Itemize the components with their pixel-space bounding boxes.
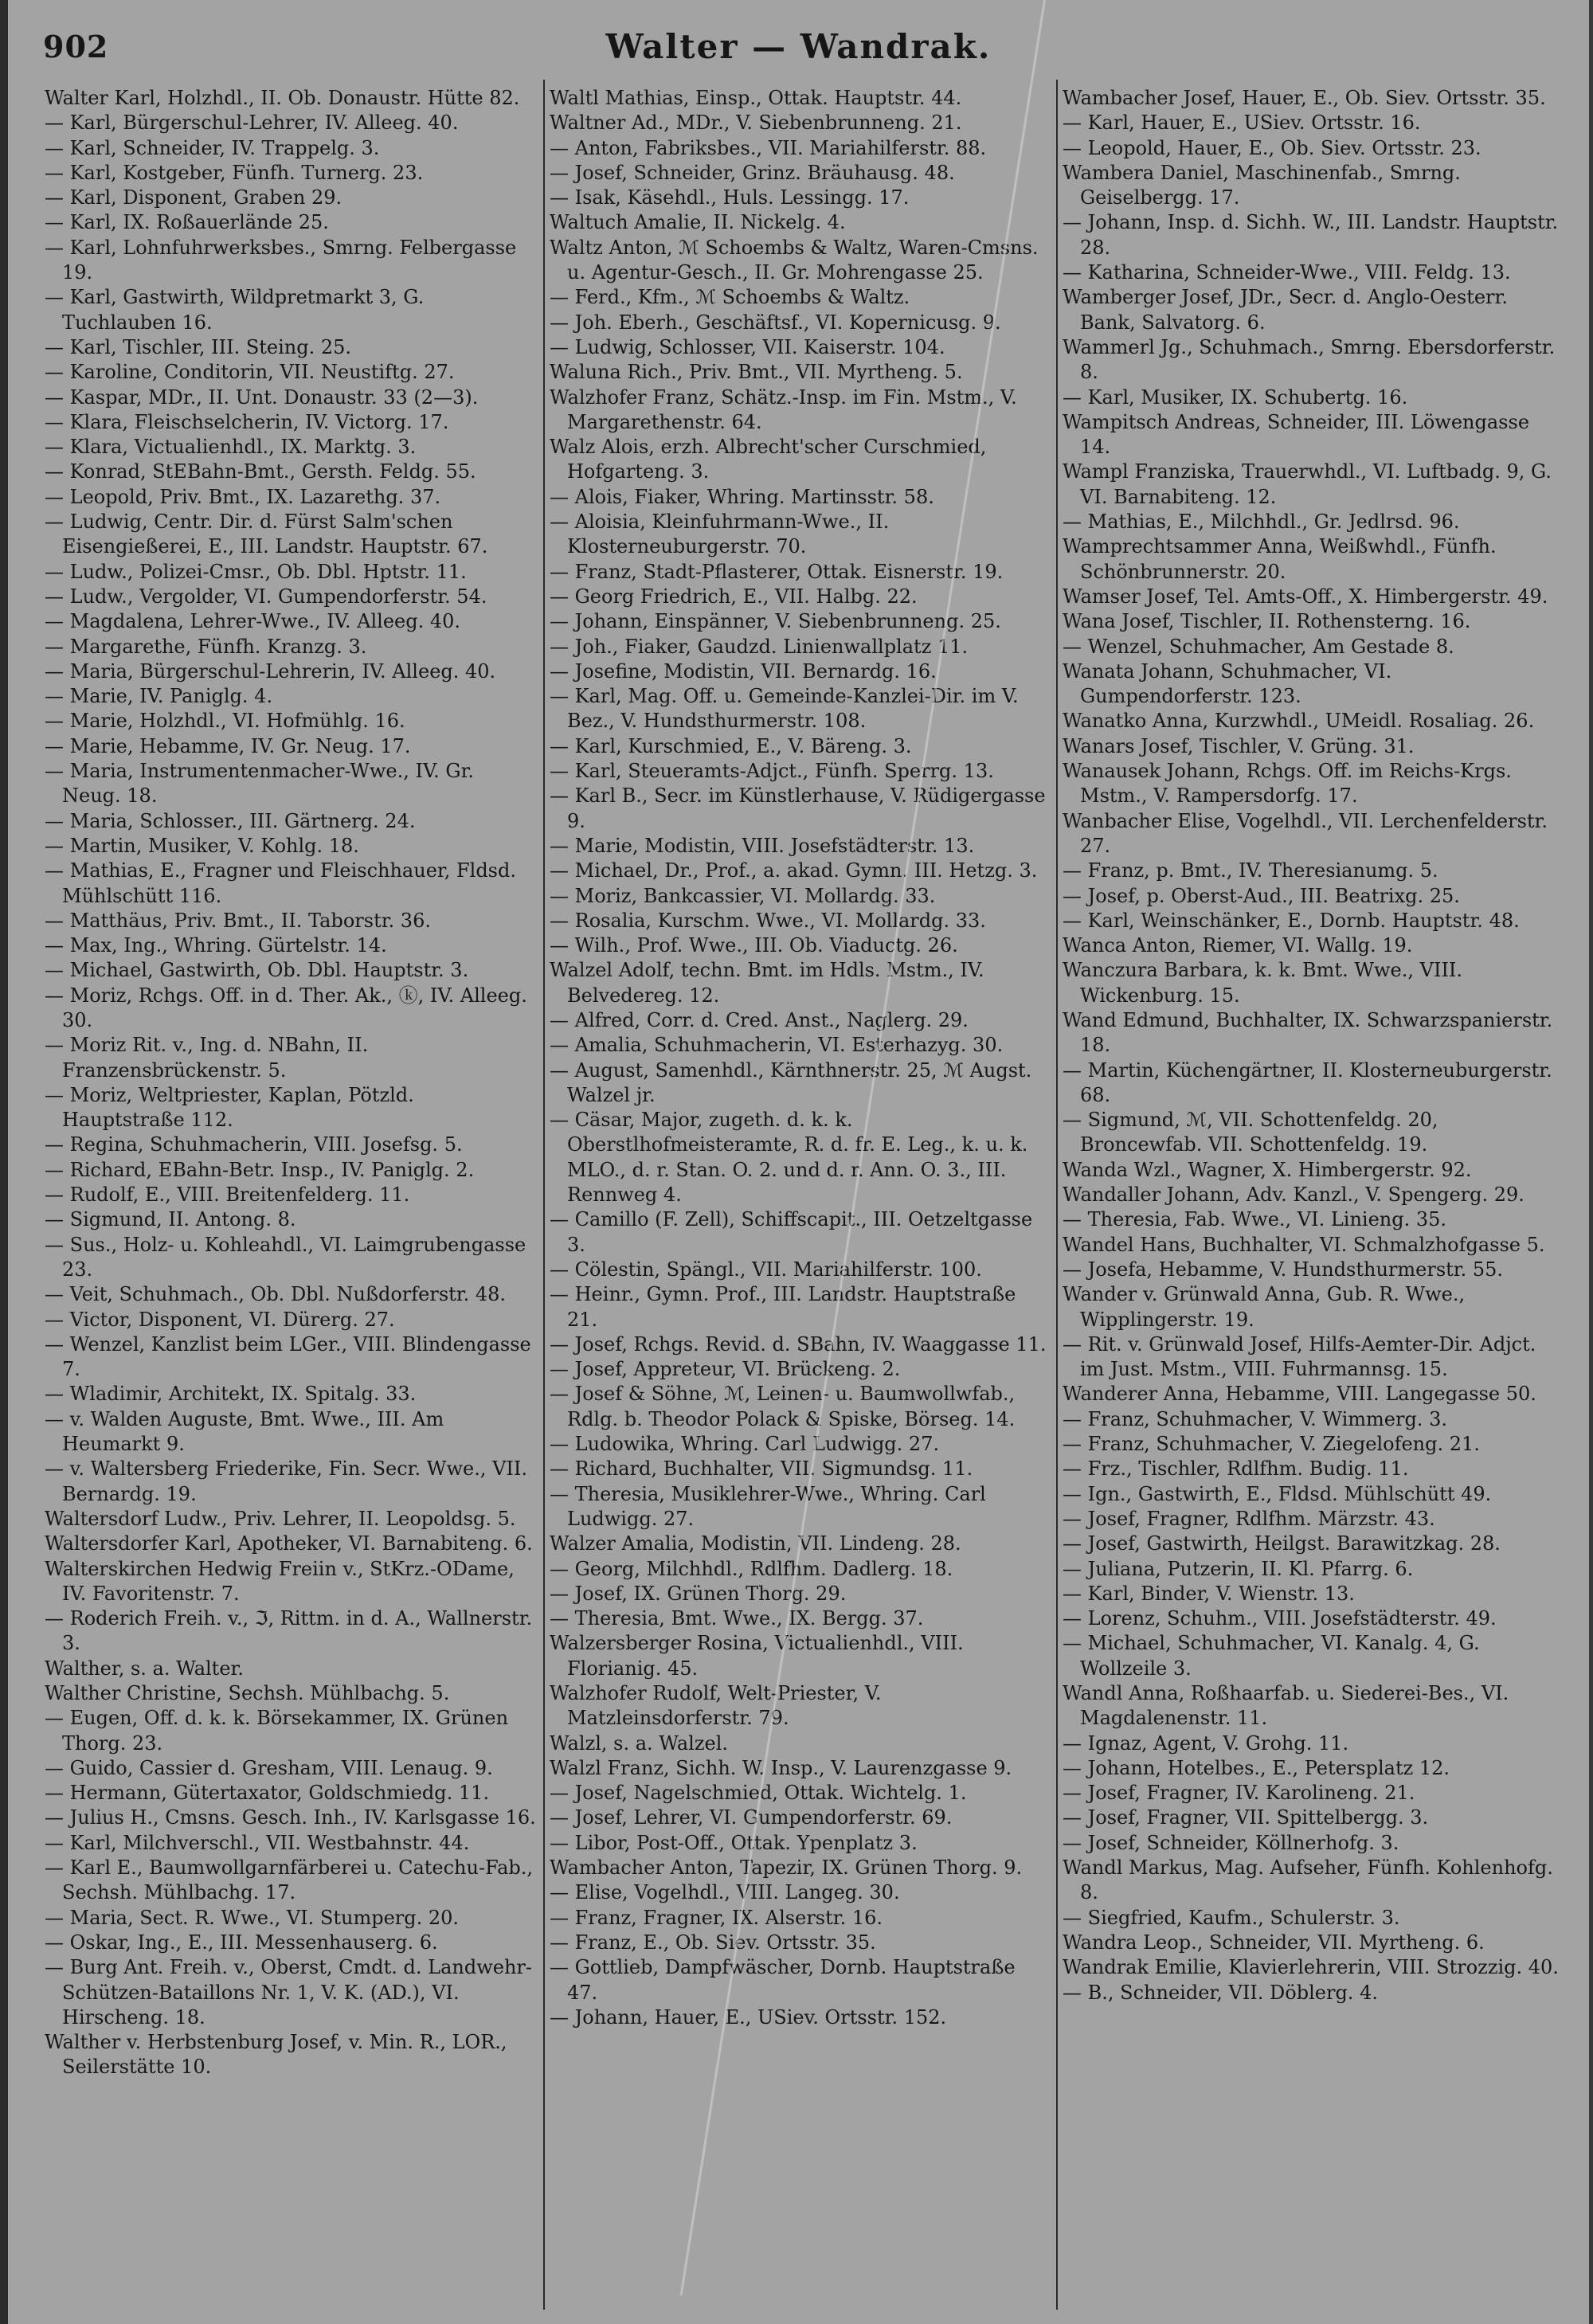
directory-entry: — Johann, Insp. d. Sichh. W., III. Landstr. Hauptstr. 28.	[1063, 211, 1559, 259]
directory-entry: — Franz, Fragner, IX. Alserstr. 16.	[550, 1906, 883, 1929]
directory-entry: Wandra Leop., Schneider, VII. Myrtheng. 6.	[1063, 1931, 1485, 1954]
directory-entry: — Franz, Schuhmacher, V. Ziegelofeng. 21.	[1063, 1433, 1480, 1456]
directory-entry: — Mathias, E., Milchhdl., Gr. Jedlrsd. 96.	[1063, 511, 1460, 534]
directory-entry: — Oskar, Ing., E., III. Messenhauserg. 6.	[45, 1931, 438, 1954]
directory-entry: — Amalia, Schuhmacherin, VI. Esterhazyg. 30.	[550, 1034, 1004, 1057]
directory-entry: — Wenzel, Schuhmacher, Am Gestade 8.	[1063, 635, 1454, 658]
directory-entry: Wanbacher Elise, Vogelhdl., VII. Lerchenfelderstr. 27.	[1063, 809, 1548, 857]
directory-entry: Wamberger Josef, JDr., Secr. d. Anglo-Oesterr. Bank, Salvatorg. 6.	[1063, 286, 1508, 334]
directory-entry: — Victor, Disponent, VI. Dürerg. 27.	[45, 1308, 395, 1331]
directory-entry: — Frz., Tischler, Rdlfhm. Budig. 11.	[1063, 1457, 1409, 1481]
directory-entry: — Ignaz, Agent, V. Grohg. 11.	[1063, 1731, 1349, 1755]
directory-entry: Waluna Rich., Priv. Bmt., VII. Myrtheng. 5.	[550, 361, 963, 384]
directory-entry: — Klara, Fleischselcherin, IV. Victorg. 17.	[45, 410, 449, 433]
directory-entry: Wambacher Anton, Tapezir, IX. Grünen Thorg. 9.	[550, 1856, 1023, 1880]
directory-entry: Wanars Josef, Tischler, V. Grüng. 31.	[1063, 734, 1415, 757]
directory-entry: — Karl, Binder, V. Wienstr. 13.	[1063, 1582, 1355, 1605]
directory-entry: — Josef & Söhne, ℳ, Leinen- u. Baumwollwfab., Rdlg. b. Theodor Polack & Spiske, Börseg. 14.	[550, 1383, 1016, 1430]
directory-entry: — Karl, Kurschmied, E., V. Bäreng. 3.	[550, 734, 912, 757]
directory-entry: — Josef, Fragner, VII. Spittelbergg. 3.	[1063, 1806, 1429, 1829]
directory-entry: — Joh., Fiaker, Gaudzd. Linienwallplatz 11.	[550, 635, 969, 658]
directory-entry: Wandl Anna, Roßhaarfab. u. Siederei-Bes., VI. Magdalenenstr. 11.	[1063, 1682, 1509, 1730]
directory-entry: — Josef, Fragner, Rdlfhm. Märzstr. 43.	[1063, 1507, 1435, 1530]
directory-entry: Wanderer Anna, Hebamme, VIII. Langegasse 50.	[1063, 1383, 1536, 1406]
directory-entry: — Cölestin, Spängl., VII. Mariahilferstr. 100.	[550, 1258, 982, 1281]
column-middle	[550, 86, 1050, 2316]
directory-entry: — Julius H., Cmsns. Gesch. Inh., IV. Karlsgasse 16.	[45, 1806, 536, 1829]
directory-entry: — Alfred, Corr. d. Cred. Anst., Naglerg. 29.	[550, 1008, 969, 1031]
directory-entry: — Burg Ant. Freih. v., Oberst, Cmdt. d. Landwehr-Schützen-Bataillons Nr. 1, V. K. (AD.), VI. Hirscheng. 18.	[45, 1956, 532, 2029]
directory-entry: — Karl, Lohnfuhrwerksbes., Smrng. Felbergasse 19.	[45, 236, 517, 284]
directory-entry: — Karl, Gastwirth, Wildpretmarkt 3, G. Tuchlauben 16.	[45, 286, 425, 334]
directory-entry: — Juliana, Putzerin, II. Kl. Pfarrg. 6.	[1063, 1557, 1414, 1580]
directory-entry: — Josef, Nagelschmied, Ottak. Wichtelg. 1.	[550, 1782, 967, 1805]
directory-entry: Walther Christine, Sechsh. Mühlbachg. 5.	[45, 1682, 450, 1704]
directory-entry: — Marie, Modistin, VIII. Josefstädterstr. 13.	[550, 834, 975, 857]
directory-entry: Wanda Wzl., Wagner, X. Himbergerstr. 92.	[1063, 1158, 1472, 1181]
directory-entry: — Martin, Küchengärtner, II. Klosterneuburgerstr. 68.	[1063, 1058, 1552, 1106]
directory-entry: Wambacher Josef, Hauer, E., Ob. Siev. Ortsstr. 35.	[1063, 87, 1546, 109]
directory-entry: — Guido, Cassier d. Gresham, VIII. Lenaug. 9.	[45, 1756, 493, 1779]
column-right	[1063, 86, 1563, 2316]
directory-entry: Wana Josef, Tischler, II. Rothensterng. 16.	[1063, 610, 1471, 633]
page-header	[8, 24, 1589, 72]
directory-entry: — Roderich Freih. v., ℑ, Rittm. in d. A., Wallnerstr. 3.	[45, 1607, 533, 1655]
page-number: 902	[43, 29, 109, 65]
directory-entry: — Regina, Schuhmacherin, VIII. Josefsg. 5.	[45, 1133, 463, 1156]
directory-entry: Walter Karl, Holzhdl., II. Ob. Donaustr. Hütte 82.	[45, 87, 520, 109]
directory-entry: Walzhofer Rudolf, Welt-Priester, V. Matzleinsdorferstr. 79.	[550, 1682, 882, 1730]
directory-entry: — Franz, E., Ob. Siev. Ortsstr. 35.	[550, 1931, 876, 1954]
directory-entry: Wandrak Emilie, Klavierlehrerin, VIII. Strozzig. 40.	[1063, 1956, 1559, 1979]
column-divider	[543, 80, 545, 2310]
directory-entry: — Konrad, StEBahn-Bmt., Gersth. Feldg. 55.	[45, 460, 476, 483]
directory-entry: Waltersdorf Ludw., Priv. Lehrer, II. Leopoldsg. 5.	[45, 1507, 516, 1530]
directory-entry: — Cäsar, Major, zugeth. d. k. k. Oberstlhofmeisteramte, R. d. fr. E. Leg., k. u. k. MLO., d. r. Stan. O. 2. und d. r. Ann. O. 3., III. Rennweg 4.	[550, 1109, 1028, 1207]
running-head: Walter — Wandrak.	[605, 27, 992, 66]
directory-entry: — Magdalena, Lehrer-Wwe., IV. Alleeg. 40.	[45, 610, 461, 633]
directory-entry: Wandl Markus, Mag. Aufseher, Fünfh. Kohlenhofg. 8.	[1063, 1856, 1553, 1904]
directory-entry: — Marie, Hebamme, IV. Gr. Neug. 17.	[45, 734, 411, 757]
directory-entry: Waltuch Amalie, II. Nickelg. 4.	[550, 211, 846, 234]
directory-entry: — Wladimir, Architekt, IX. Spitalg. 33.	[45, 1383, 417, 1406]
directory-entry: — Leopold, Priv. Bmt., IX. Lazarethg. 37.	[45, 485, 441, 508]
directory-entry: Walzhofer Franz, Schätz.-Insp. im Fin. Mstm., V. Margarethenstr. 64.	[550, 385, 1017, 433]
directory-entry: — Matthäus, Priv. Bmt., II. Taborstr. 36.	[45, 909, 431, 932]
directory-entry: Waltz Anton, ℳ Schoembs & Waltz, Waren-Cmsns. u. Agentur-Gesch., II. Gr. Mohrengasse 25.	[550, 236, 1039, 284]
directory-entry: — Wenzel, Kanzlist beim LGer., VIII. Blindengasse 7.	[45, 1332, 531, 1381]
column-divider	[1056, 80, 1058, 2310]
directory-page	[8, 0, 1589, 2324]
directory-entry: — v. Walden Auguste, Bmt. Wwe., III. Am Heumarkt 9.	[45, 1407, 444, 1456]
directory-entry: — Marie, IV. Paniglg. 4.	[45, 685, 273, 708]
directory-entry: — Josef, Appreteur, VI. Brückeng. 2.	[550, 1358, 901, 1381]
directory-entry: Walther v. Herbstenburg Josef, v. Min. R., LOR., Seilerstätte 10.	[45, 2031, 507, 2079]
directory-entry: Walzersberger Rosina, Victualienhdl., VIII. Florianig. 45.	[550, 1632, 964, 1680]
directory-entry: — Richard, EBahn-Betr. Insp., IV. Paniglg. 2.	[45, 1158, 475, 1181]
directory-entry: Wander v. Grünwald Anna, Gub. R. Wwe., Wipplingerstr. 19.	[1063, 1283, 1466, 1331]
directory-entry: — Franz, Stadt-Pflasterer, Ottak. Eisnerstr. 19.	[550, 560, 1004, 583]
directory-entry: — Ludowika, Whring. Carl Ludwigg. 27.	[550, 1433, 940, 1456]
directory-entry: — Ludw., Polizei-Cmsr., Ob. Dbl. Hptstr. 11.	[45, 560, 467, 583]
directory-entry: Walzel Adolf, techn. Bmt. im Hdls. Mstm., IV. Belvedereg. 12.	[550, 959, 984, 1007]
directory-entry: Walther, s. a. Walter.	[45, 1657, 244, 1680]
directory-entry: — Anton, Fabriksbes., VII. Mariahilferstr. 88.	[550, 136, 987, 159]
directory-entry: — Karl, Disponent, Graben 29.	[45, 186, 342, 209]
directory-entry: — Max, Ing., Whring. Gürtelstr. 14.	[45, 934, 387, 957]
directory-entry: — Libor, Post-Off., Ottak. Ypenplatz 3.	[550, 1831, 918, 1854]
directory-entry: Walzer Amalia, Modistin, VII. Lindeng. 28.	[550, 1532, 961, 1555]
directory-entry: — Rit. v. Grünwald Josef, Hilfs-Aemter-Dir. Adjct. im Just. Mstm., VIII. Fuhrmannsg. 15.	[1063, 1332, 1536, 1381]
directory-entry: — Karl, Bürgerschul-Lehrer, IV. Alleeg. 40.	[45, 112, 459, 135]
directory-entry: — Josef, Schneider, Köllnerhofg. 3.	[1063, 1831, 1399, 1854]
directory-entry: — Karl, Weinschänker, E., Dornb. Hauptstr. 48.	[1063, 909, 1520, 932]
directory-entry: — Ludwig, Schlosser, VII. Kaiserstr. 104.	[550, 335, 945, 358]
directory-entry: — Heinr., Gymn. Prof., III. Landstr. Hauptstraße 21.	[550, 1283, 1016, 1331]
directory-entry: — Richard, Buchhalter, VII. Sigmundsg. 11.	[550, 1457, 973, 1481]
directory-entry: — Aloisia, Kleinfuhrmann-Wwe., II. Klosterneuburgerstr. 70.	[550, 511, 890, 558]
directory-entry: — Joh. Eberh., Geschäftsf., VI. Kopernicusg. 9.	[550, 311, 1001, 334]
directory-entry: — Sus., Holz- u. Kohleahdl., VI. Laimgrubengasse 23.	[45, 1233, 526, 1281]
directory-entry: Wampl Franziska, Trauerwhdl., VI. Luftbadg. 9, G. VI. Barnabiteng. 12.	[1063, 460, 1552, 508]
directory-entry: — Karl E., Baumwollgarnfärberei u. Catechu-Fab., Sechsh. Mühlbachg. 17.	[45, 1856, 534, 1904]
directory-entry: — Siegfried, Kaufm., Schulerstr. 3.	[1063, 1906, 1400, 1929]
directory-entry: — Georg Friedrich, E., VII. Halbg. 22.	[550, 585, 918, 608]
page-edge	[0, 0, 8, 2324]
directory-entry: Walzl Franz, Sichh. W. Insp., V. Laurenzgasse 9.	[550, 1756, 1012, 1779]
directory-entry: — Ludwig, Centr. Dir. d. Fürst Salm'schen Eisengießerei, E., III. Landstr. Hauptstr. 67.	[45, 511, 488, 558]
directory-entry: — Karl, Milchverschl., VII. Westbahnstr. 44.	[45, 1831, 470, 1854]
directory-entry: Wamprechtsammer Anna, Weißwhdl., Fünfh. Schönbrunnerstr. 20.	[1063, 535, 1497, 583]
directory-entry: Wanata Johann, Schuhmacher, VI. Gumpendorferstr. 123.	[1063, 659, 1392, 708]
directory-entry: — v. Waltersberg Friederike, Fin. Secr. Wwe., VII. Bernardg. 19.	[45, 1457, 527, 1505]
directory-entry: — Karoline, Conditorin, VII. Neustiftg. 27.	[45, 361, 455, 384]
directory-entry: — Martin, Musiker, V. Kohlg. 18.	[45, 834, 359, 857]
directory-entry: — Karl, Steueramts-Adjct., Fünfh. Sperrg. 13.	[550, 760, 994, 783]
directory-entry: — Kaspar, MDr., II. Unt. Donaustr. 33 (2—3).	[45, 385, 479, 409]
directory-entry: — Michael, Gastwirth, Ob. Dbl. Hauptstr. 3.	[45, 959, 469, 982]
directory-entry: — Leopold, Hauer, E., Ob. Siev. Ortsstr. 23.	[1063, 136, 1481, 159]
directory-entry: Wampitsch Andreas, Schneider, III. Löwengasse 14.	[1063, 410, 1530, 459]
directory-entry: — B., Schneider, VII. Döblerg. 4.	[1063, 1981, 1378, 2004]
directory-entry: — Ferd., Kfm., ℳ Schoembs & Waltz.	[550, 286, 910, 309]
directory-entry: Wambera Daniel, Maschinenfab., Smrng. Geiselbergg. 17.	[1063, 161, 1461, 209]
directory-entry: — Lorenz, Schuhm., VIII. Josefstädterstr. 49.	[1063, 1607, 1497, 1630]
directory-entry: — Veit, Schuhmach., Ob. Dbl. Nußdorferstr. 48.	[45, 1283, 507, 1306]
directory-entry: — Josef, Schneider, Grinz. Bräuhausg. 48.	[550, 161, 955, 184]
directory-entry: — Franz, p. Bmt., IV. Theresianumg. 5.	[1063, 859, 1438, 882]
directory-entry: — Karl, Musiker, IX. Schubertg. 16.	[1063, 385, 1408, 409]
directory-entry: — Karl, Kostgeber, Fünfh. Turnerg. 23.	[45, 161, 424, 184]
directory-entry: — Sigmund, ℳ, VII. Schottenfeldg. 20, Broncewfab. VII. Schottenfeldg. 19.	[1063, 1109, 1438, 1156]
directory-entry: Waltersdorfer Karl, Apotheker, VI. Barnabiteng. 6.	[45, 1532, 533, 1555]
directory-entry: — Isak, Käsehdl., Huls. Lessingg. 17.	[550, 186, 910, 209]
directory-entry: — Maria, Sect. R. Wwe., VI. Stumperg. 20.	[45, 1906, 460, 1929]
directory-entry: — Theresia, Musiklehrer-Wwe., Whring. Carl Ludwigg. 27.	[550, 1482, 986, 1530]
directory-entry: — Josefine, Modistin, VII. Bernardg. 16.	[550, 659, 937, 683]
directory-entry: — Ign., Gastwirth, E., Fldsd. Mühlschütt 49.	[1063, 1482, 1492, 1505]
directory-entry: — Franz, Schuhmacher, V. Wimmerg. 3.	[1063, 1407, 1447, 1430]
directory-entry: — Josef, IX. Grünen Thorg. 29.	[550, 1582, 847, 1605]
directory-entry: — Maria, Instrumentenmacher-Wwe., IV. Gr. Neug. 18.	[45, 760, 475, 808]
directory-entry: Wanatko Anna, Kurzwhdl., UMeidl. Rosaliag. 26.	[1063, 710, 1535, 733]
directory-entry: — Marie, Holzhdl., VI. Hofmühlg. 16.	[45, 710, 405, 733]
directory-entry: — Elise, Vogelhdl., VIII. Langeg. 30.	[550, 1881, 900, 1904]
directory-entry: — Rudolf, E., VIII. Breitenfelderg. 11.	[45, 1184, 410, 1207]
directory-entry: Wand Edmund, Buchhalter, IX. Schwarzspanierstr. 18.	[1063, 1008, 1553, 1057]
directory-entry: — Mathias, E., Fragner und Fleischhauer, Fldsd. Mühlschütt 116.	[45, 859, 516, 907]
directory-entry: — Karl B., Secr. im Künstlerhause, V. Rüdigergasse 9.	[550, 784, 1046, 832]
directory-entry: Walterskirchen Hedwig Freiin v., StKrz.-ODame, IV. Favoritenstr. 7.	[45, 1557, 515, 1605]
directory-entry: — Karl, Mag. Off. u. Gemeinde-Kanzlei-Dir. im V. Bez., V. Hundsthurmerstr. 108.	[550, 685, 1019, 733]
directory-entry: — Johann, Hotelbes., E., Petersplatz 12.	[1063, 1756, 1450, 1779]
directory-entry: — Georg, Milchhdl., Rdlfhm. Dadlerg. 18.	[550, 1557, 953, 1580]
directory-entry: — Johann, Hauer, E., USiev. Ortsstr. 152.	[550, 2005, 947, 2029]
directory-entry: — Gottlieb, Dampfwäscher, Dornb. Hauptstraße 47.	[550, 1956, 1016, 2004]
directory-entry: — August, Samenhdl., Kärnthnerstr. 25, ℳ Augst. Walzel jr.	[550, 1058, 1032, 1106]
directory-entry: Wammerl Jg., Schuhmach., Smrng. Ebersdorferstr. 8.	[1063, 335, 1556, 384]
directory-entry: — Maria, Bürgerschul-Lehrerin, IV. Alleeg. 40.	[45, 659, 496, 683]
directory-entry: — Karl, Tischler, III. Steing. 25.	[45, 335, 352, 358]
directory-entry: Wanausek Johann, Rchgs. Off. im Reichs-Krgs. Mstm., V. Rampersdorfg. 17.	[1063, 760, 1512, 808]
directory-entry: — Karl, Hauer, E., USiev. Ortsstr. 16.	[1063, 112, 1421, 135]
directory-entry: Wandaller Johann, Adv. Kanzl., V. Spengerg. 29.	[1063, 1184, 1525, 1207]
directory-entry: — Josef, Fragner, IV. Karolineng. 21.	[1063, 1782, 1415, 1805]
directory-entry: — Josef, p. Oberst-Aud., III. Beatrixg. 25.	[1063, 884, 1460, 907]
directory-entry: Wanczura Barbara, k. k. Bmt. Wwe., VIII. Wickenburg. 15.	[1063, 959, 1463, 1007]
directory-entry: — Katharina, Schneider-Wwe., VIII. Feldg. 13.	[1063, 261, 1511, 284]
directory-entry: — Karl, Schneider, IV. Trappelg. 3.	[45, 136, 380, 159]
directory-entry: — Wilh., Prof. Wwe., III. Ob. Viaductg. 26.	[550, 934, 958, 957]
directory-entry: Wanca Anton, Riemer, VI. Wallg. 19.	[1063, 934, 1413, 957]
directory-entry: — Sigmund, II. Antong. 8.	[45, 1208, 296, 1231]
directory-entry: — Michael, Dr., Prof., a. akad. Gymn. III. Hetzg. 3.	[550, 859, 1038, 882]
column-left	[45, 86, 537, 2316]
directory-entry: — Josef, Rchgs. Revid. d. SBahn, IV. Waaggasse 11.	[550, 1332, 1047, 1356]
directory-entry: Waltner Ad., MDr., V. Siebenbrunneng. 21.	[550, 112, 962, 135]
directory-entry: Wamser Josef, Tel. Amts-Off., X. Himbergerstr. 49.	[1063, 585, 1548, 608]
directory-entry: — Josefa, Hebamme, V. Hundsthurmerstr. 55.	[1063, 1258, 1504, 1281]
directory-entry: — Margarethe, Fünfh. Kranzg. 3.	[45, 635, 367, 658]
directory-entry: Wandel Hans, Buchhalter, VI. Schmalzhofgasse 5.	[1063, 1233, 1545, 1256]
directory-entry: — Camillo (F. Zell), Schiffscapit., III. Oetzeltgasse 3.	[550, 1208, 1033, 1256]
directory-entry: — Karl, IX. Roßauerlände 25.	[45, 211, 329, 234]
directory-entry: — Michael, Schuhmacher, VI. Kanalg. 4, G. Wollzeile 3.	[1063, 1632, 1480, 1680]
directory-entry: — Johann, Einspänner, V. Siebenbrunneng. 25.	[550, 610, 1001, 633]
directory-entry: Waltl Mathias, Einsp., Ottak. Hauptstr. 44.	[550, 87, 962, 109]
directory-entry: — Moriz, Weltpriester, Kaplan, Pötzld. Hauptstraße 112.	[45, 1083, 414, 1132]
directory-entry: — Theresia, Fab. Wwe., VI. Linieng. 35.	[1063, 1208, 1447, 1231]
directory-entry: — Alois, Fiaker, Whring. Martinsstr. 58.	[550, 485, 934, 508]
directory-entry: — Ludw., Vergolder, VI. Gumpendorferstr. 54.	[45, 585, 487, 608]
directory-entry: — Maria, Schlosser., III. Gärtnerg. 24.	[45, 809, 416, 832]
directory-entry: — Moriz Rit. v., Ing. d. NBahn, II. Franzensbrückenstr. 5.	[45, 1034, 369, 1082]
directory-entry: — Klara, Victualienhdl., IX. Marktg. 3.	[45, 436, 417, 459]
directory-entry: — Hermann, Gütertaxator, Goldschmiedg. 11.	[45, 1782, 490, 1805]
directory-entry: — Josef, Gastwirth, Heilgst. Barawitzkag. 28.	[1063, 1532, 1501, 1555]
directory-entry: Walzl, s. a. Walzel.	[550, 1731, 729, 1755]
directory-entry: — Josef, Lehrer, VI. Gumpendorferstr. 69.	[550, 1806, 953, 1829]
directory-entry: Walz Alois, erzh. Albrecht'scher Curschmied, Hofgarteng. 3.	[550, 436, 987, 483]
directory-entry: — Moriz, Bankcassier, VI. Mollardg. 33.	[550, 884, 936, 907]
directory-entry: — Rosalia, Kurschm. Wwe., VI. Mollardg. 33.	[550, 909, 986, 932]
directory-entry: — Theresia, Bmt. Wwe., IX. Bergg. 37.	[550, 1607, 924, 1630]
directory-entry: — Moriz, Rchgs. Off. in d. Ther. Ak., ⓚ, IV. Alleeg. 30.	[45, 984, 527, 1031]
directory-entry: — Eugen, Off. d. k. k. Börsekammer, IX. Grünen Thorg. 23.	[45, 1707, 509, 1755]
